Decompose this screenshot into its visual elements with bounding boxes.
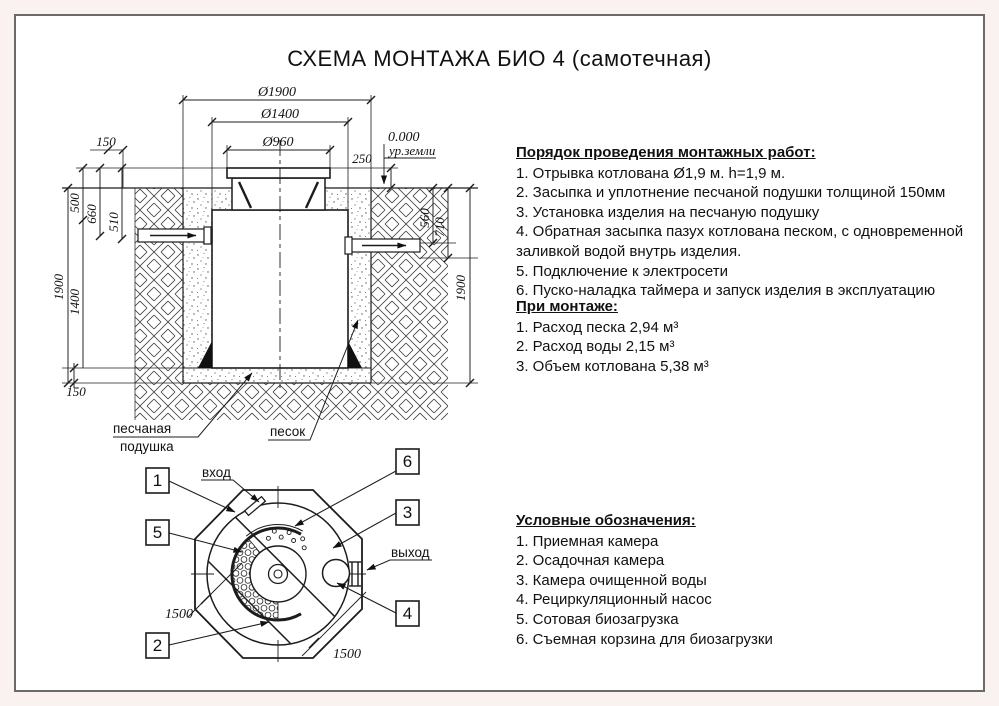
recirculation-pump-circle [323,560,350,587]
callout-number-1: 1 [152,471,163,490]
dim-150-cushion: 150 [66,384,86,399]
procedure-item: 1. Отрывка котлована Ø1,9 м. h=1,9 м. [516,164,786,182]
installation-item: 3. Объем котлована 5,38 м³ [516,357,709,375]
procedure-item: 5. Подключение к электросети [516,262,728,280]
legend-item: 6. Съемная корзина для биозагрузки [516,630,773,648]
dim-560: 560 [417,208,432,228]
dim-1400-left: 1400 [67,289,82,315]
plan-dim-1500-left: 1500 [165,607,193,622]
sand-label: песок [270,424,306,439]
callout-number-4: 4 [402,604,413,623]
zero-level-value: 0.000 [388,130,420,145]
page-title: СХЕМА МОНТАЖА БИО 4 (самотечная) [287,46,712,71]
legend-heading: Условные обозначения: [516,512,696,529]
legend-item: 5. Сотовая биозагрузка [516,610,679,628]
sand-cushion-label-line1: песчаная [113,421,172,436]
legend-item: 1. Приемная камера [516,532,659,550]
sand-cushion-label-line2: подушка [120,439,174,454]
dim-500: 500 [67,193,82,213]
procedure-item: 6. Пуско-наладка таймера и запуск изделия в эксплуатацию [516,282,936,300]
dim-d960: Ø960 [262,135,294,150]
dim-660: 660 [84,204,99,224]
installation-item: 2. Расход воды 2,15 м³ [516,338,675,356]
installation-item: 1. Расход песка 2,94 м³ [516,318,679,336]
tank-lid [227,168,330,178]
installation-heading: При монтаже: [516,298,618,315]
dim-1900-left: 1900 [51,274,66,300]
legend-item: 3. Камера очищенной воды [516,571,707,589]
center-pipe-outer [269,565,288,584]
dim-150-top: 150 [96,134,116,149]
ground-level-label: ур.земли [389,143,436,158]
legend-item: 2. Осадочная камера [516,552,665,570]
outlet-label: выход [391,545,430,560]
tank-neck [232,178,325,210]
dim-510: 510 [106,212,121,232]
inlet-label: вход [202,465,231,480]
procedure-item: 4. Обратная засыпка пазух котлована песком, с одновременной заливкой водой внутрь изделия. [516,223,964,260]
callout-number-5: 5 [152,523,163,542]
dim-d1400: Ø1400 [260,107,300,122]
dim-250: 250 [352,151,372,166]
dim-d1900-top: Ø1900 [257,85,297,100]
callout-number-2: 2 [152,636,163,655]
dim-1900-right: 1900 [453,275,468,301]
plan-dim-1500-right: 1500 [333,647,361,662]
callout-number-3: 3 [402,503,413,522]
procedure-heading: Порядок проведения монтажных работ: [516,144,816,161]
plan-view [146,449,432,662]
dim-710: 710 [432,217,447,237]
procedure-item: 3. Установка изделия на песчаную подушку [516,203,820,221]
legend-item: 4. Рециркуляционный насос [516,591,712,609]
procedure-item: 2. Засыпка и уплотнение песчаной подушки толщиной 150мм [516,184,946,202]
callout-number-6: 6 [402,452,413,471]
